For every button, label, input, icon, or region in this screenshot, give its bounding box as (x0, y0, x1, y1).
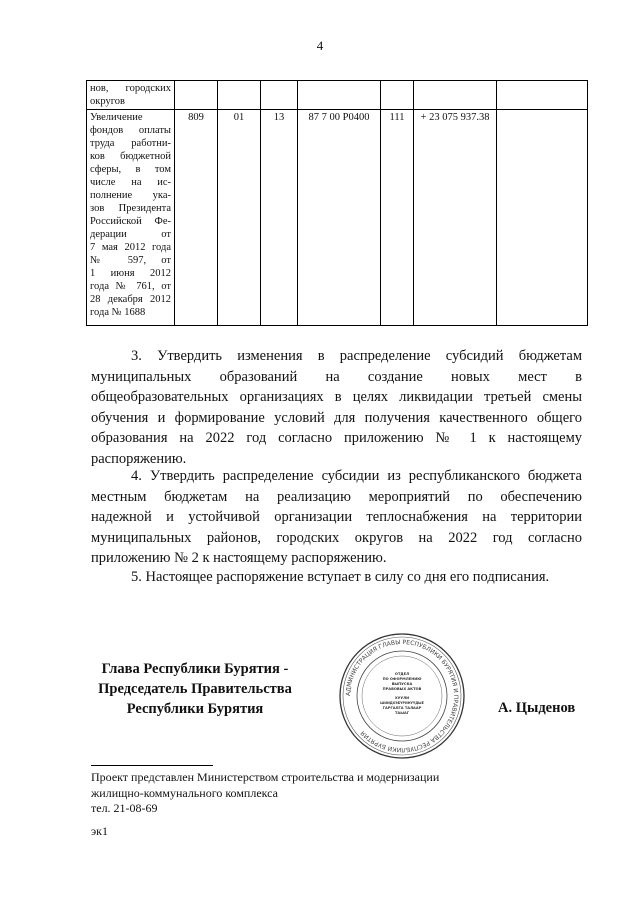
table-cell-department: 809 (175, 110, 218, 326)
cell-text-line: фондов оплаты (90, 125, 171, 136)
cell-text-line: зов Президента (90, 203, 171, 214)
signatory-title-line: Председатель Правительства (98, 681, 292, 697)
table-cell-section: 01 (218, 110, 261, 326)
table-cell (497, 110, 588, 326)
cell-text-line: полнение ука- (90, 190, 171, 201)
paragraph-line: надежной и устойчивой организации теплоснабжения на территории (91, 509, 582, 525)
cell-text-line: Российской Фе- (90, 216, 171, 227)
paragraph-line: распоряжению. (91, 450, 187, 467)
signatory-title-line: Республики Бурятия (126, 701, 264, 717)
cell-text-line: дерации от (90, 229, 171, 240)
paragraph-line: обучения и формирование условий для получения качественного общего (91, 409, 582, 426)
cell-text-line: ков бюджетной (90, 151, 171, 162)
paragraph-line: местным бюджетам на реализацию мероприятий по обеспечению (91, 488, 582, 505)
seal-inner-line: ПРАВОВЫХ АКТОВ (382, 687, 422, 691)
cell-text-line: года № 1688 (90, 307, 146, 318)
cell-text-line: Увеличение (90, 112, 143, 123)
signatory-title-line: Глава Республики Бурятия - (101, 661, 289, 677)
table-cell (497, 81, 588, 110)
footnote-line: Проект представлен Министерством строительства и модернизации (91, 770, 440, 784)
table-cell (218, 81, 261, 110)
page-number: 4 (316, 38, 324, 53)
footnote-line: жилищно-коммунального комплекса (91, 785, 278, 800)
cell-text-line: № 597, от (90, 255, 171, 266)
seal-inner-line: ХУУЛИ (394, 696, 410, 700)
paragraph-4 (91, 466, 582, 569)
seal-ring-text: АДМИНИСТРАЦИЯ ГЛАВЫ РЕСПУБЛИКИ БУРЯТИЯ И ПРАВИТЕЛЬСТВА РЕСПУБЛИКИ БУРЯТИЯ (344, 638, 460, 754)
table-row (87, 110, 588, 326)
paragraph-line: образования на 2022 год согласно приложению № 1 к настоящему (91, 430, 582, 446)
seal-inner-line: ОТДЕЛ (394, 672, 410, 676)
signatory-title (84, 659, 306, 719)
cell-text-line: года № 761, от (90, 281, 171, 292)
table-cell (414, 81, 497, 110)
paragraph-line: приложению № 2 к настоящему распоряжению. (91, 550, 387, 566)
paragraph-line: 4. Утвердить распределение субсидии из республиканского бюджета (131, 468, 582, 484)
cell-text-line: нов, городских (90, 83, 171, 94)
table-cell-target-article: 87 7 00 P0400 (298, 110, 381, 326)
seal-inner-line: ВЫПУСКА (391, 682, 413, 686)
cell-text-line: 1 июня 2012 (90, 268, 171, 279)
signatory-name: А. Цыденов (498, 700, 576, 716)
paragraph-line: общеобразовательных организациях в целях ликвидации третьей смены (91, 389, 582, 405)
table-cell-name (87, 81, 175, 110)
document-code: эк1 (91, 824, 108, 838)
table-cell-name (87, 110, 175, 326)
table-cell-expense-type: 111 (381, 110, 414, 326)
seal-inner-line: ТАЫАГ (394, 711, 410, 715)
table-cell (261, 81, 298, 110)
paragraph-line: муниципальных районов, городских округов на 2022 год согласно (91, 529, 582, 546)
table-cell (381, 81, 414, 110)
paragraph-5 (91, 567, 582, 588)
table-cell-amount: + 23 075 937.38 (414, 110, 497, 326)
cell-text-line: округов (90, 96, 125, 107)
paragraph-line: муниципальных образований на создание новых мест в (91, 368, 582, 385)
table-cell (298, 81, 381, 110)
seal-inner-line: ГАРГАЛГА ТАЛААР (382, 706, 422, 710)
paragraph-line: 5. Настоящее распоряжение вступает в силу со дня его подписания. (131, 569, 550, 585)
cell-text-line: 28 декабря 2012 (90, 294, 171, 305)
cell-text-line: числе на ис- (90, 177, 171, 188)
footnote-divider (91, 765, 213, 766)
seal-inner-line: ПО ОФОРМЛЕНИЮ (382, 677, 422, 681)
footnote (91, 770, 439, 817)
cell-text-line: сферы, в том (90, 164, 171, 175)
cell-text-line: труда работни- (90, 138, 171, 149)
table-row (87, 81, 588, 110)
table-cell (175, 81, 218, 110)
cell-text-line: 7 мая 2012 года (90, 242, 171, 253)
footnote-line: тел. 21-08-69 (91, 801, 158, 815)
paragraph-line: 3. Утвердить изменения в распределение субсидий бюджетам (131, 348, 582, 364)
official-seal (338, 632, 466, 760)
budget-table (86, 80, 588, 326)
table-cell-subsection: 13 (261, 110, 298, 326)
seal-inner-line: ШИИДХЭБҮРИНҮҮДЫЕ (380, 701, 424, 705)
paragraph-3 (91, 346, 582, 469)
